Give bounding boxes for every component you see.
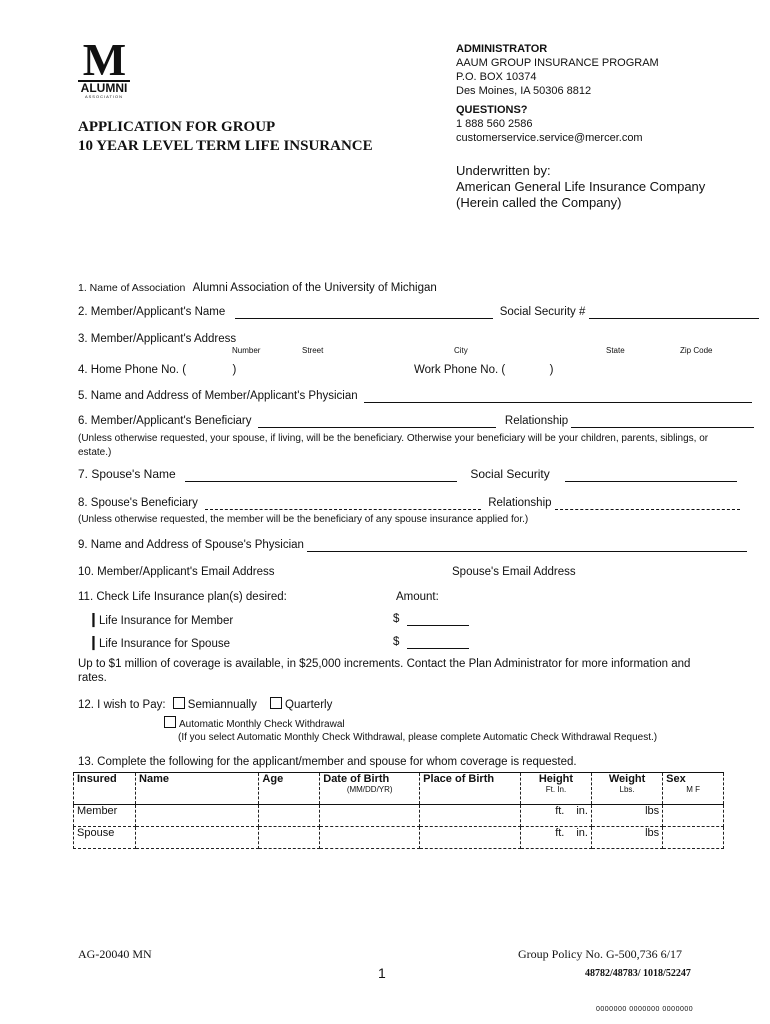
field-3 xyxy=(78,333,236,345)
row-insured: Member xyxy=(74,805,136,827)
member-age-cell[interactable] xyxy=(259,805,320,827)
member-amount-input[interactable] xyxy=(407,613,469,626)
relationship-label: Relationship xyxy=(504,415,569,427)
page-title xyxy=(78,118,373,156)
spouse-ssn-input[interactable] xyxy=(565,467,737,482)
auto-withdrawal-checkbox[interactable] xyxy=(164,716,176,728)
auto-withdrawal-row xyxy=(164,716,345,730)
spouse-weight-cell[interactable] xyxy=(591,827,662,849)
underwriter-line-1: Underwritten by: xyxy=(456,163,551,178)
underwriter-line-3: (Herein called the Company) xyxy=(456,195,622,210)
field-10 xyxy=(78,566,275,578)
logo-word: ALUMNI xyxy=(78,80,130,94)
field-7 xyxy=(78,467,737,482)
header-insured: Insured xyxy=(74,773,136,805)
spouse-name-cell[interactable] xyxy=(136,827,259,849)
header-dob-sub: (MM/DD/YR) xyxy=(346,785,393,794)
field-11-label: 11. Check Life Insurance plan(s) desired: xyxy=(78,591,287,603)
field-10-label: 10. Member/Applicant's Email Address xyxy=(78,566,275,578)
spouse-age-cell[interactable] xyxy=(259,827,320,849)
spouse-email-input[interactable] xyxy=(570,566,720,580)
association-value[interactable]: Alumni Association of the University of Michigan xyxy=(192,282,437,294)
logo-small: ASSOCIATION xyxy=(84,94,124,99)
beneficiary-input[interactable] xyxy=(258,415,496,428)
table-row xyxy=(74,827,724,849)
spouse-pob-cell[interactable] xyxy=(420,827,521,849)
field-5-label: 5. Name and Address of Member/Applicant's Physician xyxy=(78,390,358,402)
applicant-name-input[interactable] xyxy=(235,306,493,319)
semiannual-checkbox[interactable] xyxy=(173,697,185,709)
member-sex-cell[interactable] xyxy=(663,805,724,827)
header-height-label: Height xyxy=(538,773,574,785)
member-pob-cell[interactable] xyxy=(420,805,521,827)
header-height-sub: Ft. In. xyxy=(545,785,567,794)
lbs-label: lbs xyxy=(645,827,660,839)
spouse-email-label: Spouse's Email Address xyxy=(452,566,576,578)
header-sex xyxy=(663,773,724,805)
spouse-name-input[interactable] xyxy=(185,467,457,482)
work-phone-input[interactable] xyxy=(508,364,546,376)
field-1-label: 1. Name of Association xyxy=(78,282,186,294)
form-codes: 48782/48783/ 1018/52247 xyxy=(585,968,691,979)
field-12-label: 12. I wish to Pay: xyxy=(78,699,166,711)
field-6-label: 6. Member/Applicant's Beneficiary xyxy=(78,415,252,427)
field-11-note: Up to $1 million of coverage is available, in $25,000 increments. Contact the Plan Administrator for more information and rates. xyxy=(78,658,691,684)
header-dob-label: Date of Birth xyxy=(323,773,390,785)
field-4 xyxy=(78,364,236,376)
policy-number: Group Policy No. G-500,736 6/17 xyxy=(518,947,682,961)
field-13-label: 13. Complete the following for the applicant/member and spouse for whom coverage is requested. xyxy=(78,756,577,768)
alumni-logo xyxy=(78,34,130,100)
physician-input[interactable] xyxy=(364,390,752,403)
admin-line-3: Des Moines, IA 50306 8812 xyxy=(456,85,592,97)
quarterly-label: Quarterly xyxy=(285,699,333,711)
admin-line-2: P.O. BOX 10374 xyxy=(456,71,537,83)
member-dob-cell[interactable] xyxy=(320,805,420,827)
in-label: in. xyxy=(576,827,588,839)
spouse-dollar: $ xyxy=(393,636,400,648)
field-8-label: 8. Spouse's Beneficiary xyxy=(78,497,198,509)
member-plan-row xyxy=(90,613,233,627)
questions-heading: QUESTIONS? xyxy=(456,104,528,116)
spouse-height-cell[interactable] xyxy=(520,827,591,849)
ssn-label: Social Security # xyxy=(499,306,586,318)
spouse-relationship-input[interactable] xyxy=(555,497,740,510)
work-phone-close: ) xyxy=(549,364,554,376)
spouse-amount xyxy=(393,636,469,649)
logo-letter: M xyxy=(82,34,126,85)
questions-phone: 1 888 560 2586 xyxy=(456,118,533,130)
row-insured: Spouse xyxy=(74,827,136,849)
addr-state-label: State xyxy=(606,346,625,355)
spouse-dob-cell[interactable] xyxy=(320,827,420,849)
page-number: 1 xyxy=(378,965,386,981)
field-12-note: (If you select Automatic Monthly Check Withdrawal, please complete Automatic Check Withdrawal Request.) xyxy=(178,732,658,743)
spouse-amount-input[interactable] xyxy=(407,636,469,649)
field-12 xyxy=(78,697,332,711)
quarterly-checkbox[interactable] xyxy=(270,697,282,709)
field-1 xyxy=(78,282,437,294)
admin-heading: ADMINISTRATOR xyxy=(456,43,548,55)
spouse-ssn-label: Social Security xyxy=(470,467,550,481)
amount-label: Amount: xyxy=(396,591,439,603)
email-input[interactable] xyxy=(262,566,442,580)
member-name-cell[interactable] xyxy=(136,805,259,827)
field-8 xyxy=(78,497,740,510)
field-4-label: 4. Home Phone No. ( xyxy=(78,364,187,376)
header-age: Age xyxy=(259,773,320,805)
title-line-2: 10 YEAR LEVEL TERM LIFE INSURANCE xyxy=(78,138,373,154)
admin-line-1: AAUM GROUP INSURANCE PROGRAM xyxy=(456,57,659,69)
questions-email: customerservice.service@mercer.com xyxy=(456,132,643,144)
semiannual-label: Semiannually xyxy=(187,699,257,711)
field-9 xyxy=(78,539,747,552)
work-phone xyxy=(414,364,553,376)
field-8-note: (Unless otherwise requested, the member will be the beneficiary of any spouse insurance applied for.) xyxy=(78,514,529,525)
form-number: AG-20040 MN xyxy=(78,947,152,961)
lbs-label: lbs xyxy=(645,805,660,817)
field-3-label: 3. Member/Applicant's Address xyxy=(78,333,237,345)
field-7-label: 7. Spouse's Name xyxy=(78,467,176,481)
member-plan-checkbox[interactable]: ┃ xyxy=(90,615,97,627)
table-row xyxy=(74,805,724,827)
member-weight-cell[interactable] xyxy=(591,805,662,827)
field-6-note: (Unless otherwise requested, your spouse, if living, will be the beneficiary. Otherwise your beneficiary will be your children, parents, siblings, or estate.) xyxy=(78,433,709,458)
member-dollar: $ xyxy=(393,613,400,625)
table-header xyxy=(74,773,724,805)
spouse-beneficiary-input[interactable] xyxy=(205,497,481,510)
header-dob xyxy=(320,773,420,805)
title-line-1: APPLICATION FOR GROUP xyxy=(78,119,276,135)
header-sex-label: Sex xyxy=(666,773,686,785)
field-5 xyxy=(78,390,752,403)
member-amount xyxy=(393,613,469,626)
home-phone-input[interactable] xyxy=(189,364,229,376)
header-pob: Place of Birth xyxy=(420,773,521,805)
spouse-plan-label: Life Insurance for Spouse xyxy=(98,638,230,650)
header-sex-sub: M F xyxy=(686,785,700,794)
applicant-ssn-input[interactable] xyxy=(589,306,759,319)
insured-table xyxy=(73,772,724,849)
member-plan-label: Life Insurance for Member xyxy=(98,615,234,627)
header-weight-label: Weight xyxy=(608,773,646,785)
ft-label: ft. xyxy=(555,805,565,817)
header-name: Name xyxy=(136,773,259,805)
relationship-input[interactable] xyxy=(571,415,754,428)
spouse-plan-checkbox[interactable]: ┃ xyxy=(90,638,97,650)
addr-zip-label: Zip Code xyxy=(680,346,713,355)
in-label: in. xyxy=(576,805,588,817)
addr-city-label: City xyxy=(454,346,468,355)
underwriter-line-2: American General Life Insurance Company xyxy=(456,179,706,194)
header-weight-sub: Lbs. xyxy=(619,785,635,794)
member-height-cell[interactable] xyxy=(520,805,591,827)
field-6 xyxy=(78,415,754,428)
header-weight xyxy=(591,773,662,805)
auto-withdrawal-label: Automatic Monthly Check Withdrawal xyxy=(179,719,345,730)
addr-number-label: Number xyxy=(232,346,261,355)
underwriter-block xyxy=(456,163,705,211)
addr-street-label: Street xyxy=(302,346,324,355)
spouse-plan-row xyxy=(90,636,230,650)
home-phone-close: ) xyxy=(232,364,237,376)
spouse-physician-input[interactable] xyxy=(307,539,747,552)
work-phone-label: Work Phone No. ( xyxy=(414,364,506,376)
spouse-relationship-label: Relationship xyxy=(488,497,552,509)
header-height xyxy=(520,773,591,805)
field-2 xyxy=(78,306,759,319)
field-2-label: 2. Member/Applicant's Name xyxy=(78,306,226,318)
ft-label: ft. xyxy=(555,827,565,839)
spouse-sex-cell[interactable] xyxy=(663,827,724,849)
field-9-label: 9. Name and Address of Spouse's Physician xyxy=(78,539,304,551)
barcode-text: 0000000 0000000 0000000 xyxy=(596,1006,694,1013)
administrator-block xyxy=(456,42,659,145)
